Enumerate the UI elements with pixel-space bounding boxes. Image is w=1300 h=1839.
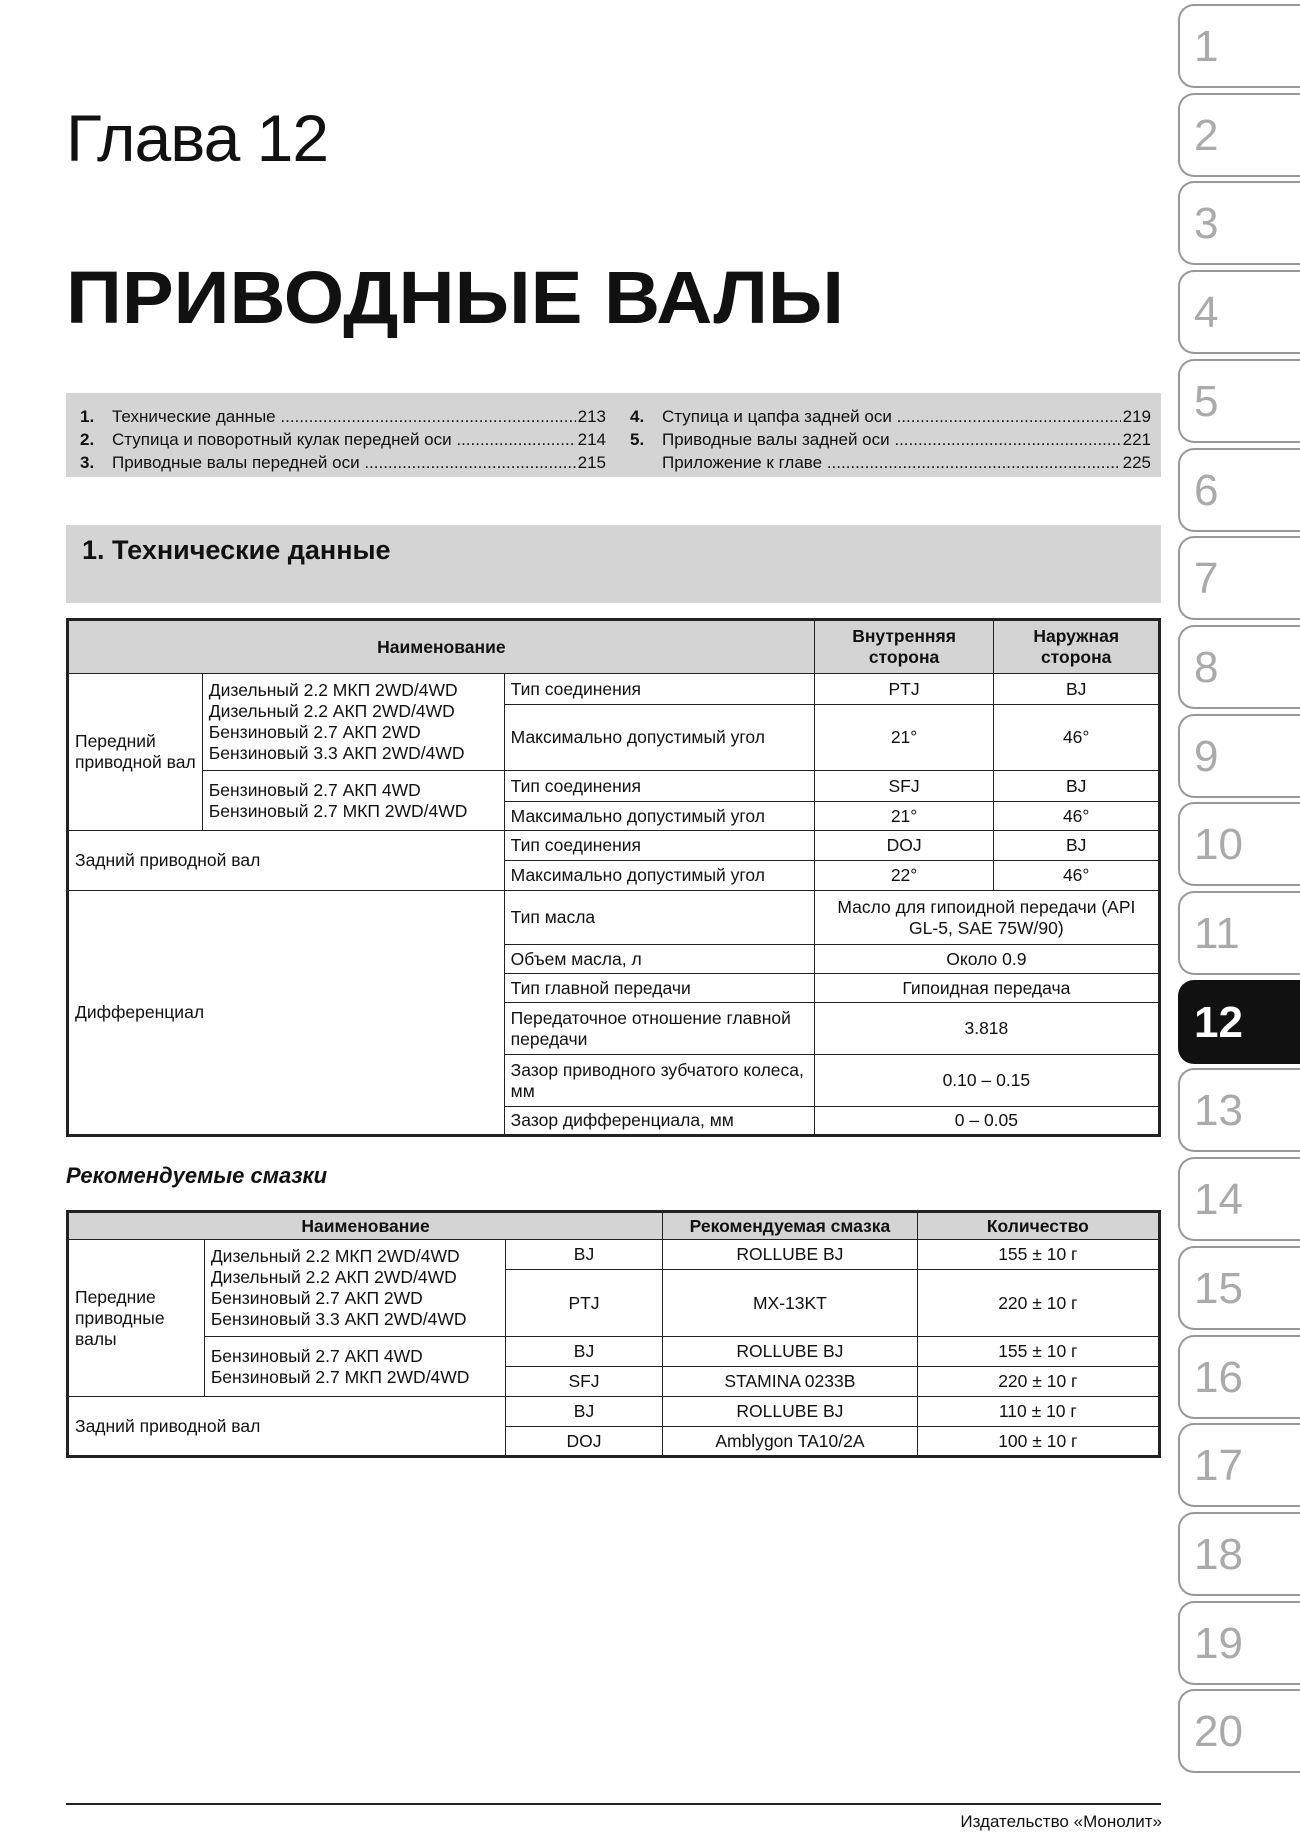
toc-item[interactable]: 3. Приводные валы передней оси ..... 215 [66, 451, 606, 474]
chapter-tab-label: 6 [1194, 466, 1219, 515]
model-list: Дизельный 2.2 МКП 2WD/4WD Дизельный 2.2 АКП 2WD/4WD Бензиновый 2.7 АКП 2WD Бензиновый 3.3 АКП 2WD/4WD [204, 1240, 505, 1337]
lube-table [66, 1210, 1161, 1458]
chapter-tab-label: 5 [1194, 377, 1219, 426]
toc-item[interactable]: Приложение к главе ..... 225 [616, 451, 1151, 474]
table-row: Максимально допустимый угол 21° 46° [68, 705, 1160, 771]
model-list: Бензиновый 2.7 АКП 4WD Бензиновый 2.7 МКП 2WD/4WD [202, 771, 504, 831]
model-list: Бензиновый 2.7 АКП 4WD Бензиновый 2.7 МКП 2WD/4WD [204, 1337, 505, 1397]
toc-left-column [66, 405, 606, 474]
footer-divider [66, 1803, 1161, 1805]
chapter-tab-19[interactable] [1178, 1601, 1300, 1685]
table-row: PTJ MX-13KT 220 ± 10 г [68, 1270, 1160, 1337]
front-shaft-label: Передний приводной вал [68, 674, 203, 831]
chapter-tab-8[interactable] [1178, 625, 1300, 709]
table-row: Передние приводные валы Дизельный 2.2 МКП 2WD/4WD Дизельный 2.2 АКП 2WD/4WD Бензиновый 2.7 АКП 2WD Бензиновый 3.3 АКП 2WD/4WD BJ ROLLUBE BJ 155 ± 10 г [68, 1240, 1160, 1270]
chapter-tab-label: 19 [1194, 1619, 1243, 1668]
chapter-tab-label: 15 [1194, 1264, 1243, 1313]
model-list: Дизельный 2.2 МКП 2WD/4WD Дизельный 2.2 АКП 2WD/4WD Бензиновый 2.7 АКП 2WD Бензиновый 3.3 АКП 2WD/4WD [202, 674, 504, 771]
table-row: Объем масла, л Около 0.9 [68, 945, 1160, 974]
chapter-tab-10[interactable] [1178, 802, 1300, 886]
table-row: Максимально допустимый угол 21° 46° [68, 802, 1160, 831]
table-row: Передаточное отношение главной передачи 3.818 [68, 1003, 1160, 1055]
chapter-tab-label: 18 [1194, 1530, 1243, 1579]
chapter-tab-label: 11 [1194, 909, 1240, 958]
chapter-tab-20[interactable] [1178, 1689, 1300, 1773]
table-row: DOJ Amblygon TA10/2A 100 ± 10 г [68, 1427, 1160, 1457]
chapter-tab-label: 14 [1194, 1175, 1243, 1224]
spec-table [66, 618, 1161, 1137]
chapter-tab-label: 3 [1194, 199, 1219, 248]
chapter-tab-14[interactable] [1178, 1157, 1300, 1241]
chapter-title: ПРИВОДНЫЕ ВАЛЫ [66, 256, 844, 339]
chapter-tab-3[interactable] [1178, 181, 1300, 265]
table-row: Дифференциал Тип масла Масло для гипоидной передачи (API GL-5, SAE 75W/90) [68, 891, 1160, 945]
col-header-name: Наименование [68, 620, 815, 674]
chapter-tab-label: 8 [1194, 643, 1219, 692]
chapter-tab-11[interactable] [1178, 891, 1300, 975]
chapter-tab-label: 12 [1194, 998, 1243, 1047]
differential-label: Дифференциал [68, 891, 505, 1136]
table-row: Бензиновый 2.7 АКП 4WD Бензиновый 2.7 МКП 2WD/4WD BJ ROLLUBE BJ 155 ± 10 г [68, 1337, 1160, 1367]
chapter-tab-9[interactable] [1178, 714, 1300, 798]
toc-item[interactable]: 1. Технические данные ..... 213 [66, 405, 606, 428]
chapter-tab-4[interactable] [1178, 270, 1300, 354]
lube-subheading: Рекомендуемые смазки [66, 1163, 328, 1188]
publisher-footer: Издательство «Монолит» [960, 1812, 1162, 1831]
chapter-tab-6[interactable] [1178, 448, 1300, 532]
chapter-tab-label: 4 [1194, 288, 1219, 337]
section-title: 1. Технические данные [82, 535, 391, 565]
table-row: Зазор дифференциала, мм 0 – 0.05 [68, 1107, 1160, 1136]
col-header-name: Наименование [68, 1212, 663, 1240]
chapter-tab-16[interactable] [1178, 1335, 1300, 1419]
chapter-tab-15[interactable] [1178, 1246, 1300, 1330]
col-header-qty: Количество [917, 1212, 1159, 1240]
chapter-tab-13[interactable] [1178, 1068, 1300, 1152]
chapter-tab-label: 16 [1194, 1353, 1243, 1402]
chapter-tab-1[interactable] [1178, 4, 1300, 88]
table-row: Передний приводной вал Дизельный 2.2 МКП 2WD/4WD Дизельный 2.2 АКП 2WD/4WD Бензиновый 2.7 АКП 2WD Бензиновый 3.3 АКП 2WD/4WD Тип соединения PTJ BJ [68, 674, 1160, 705]
chapter-tab-2[interactable] [1178, 93, 1300, 177]
chapter-tab-7[interactable] [1178, 536, 1300, 620]
chapter-tab-label: 20 [1194, 1707, 1243, 1756]
chapter-tab-label: 2 [1194, 111, 1219, 160]
chapter-tab-label: 1 [1194, 22, 1219, 71]
chapter-tab-18[interactable] [1178, 1512, 1300, 1596]
toc-item[interactable]: 4. Ступица и цапфа задней оси ..... 219 [616, 405, 1151, 428]
chapter-tab-5[interactable] [1178, 359, 1300, 443]
table-row: SFJ STAMINA 0233B 220 ± 10 г [68, 1367, 1160, 1397]
section-header [66, 525, 1161, 603]
chapter-label: Глава 12 [66, 101, 329, 175]
col-header-lube: Рекомендуемая смазка [663, 1212, 917, 1240]
table-row: Максимально допустимый угол 22° 46° [68, 861, 1160, 891]
toc-item[interactable]: 2. Ступица и поворотный кулак передней оси ..... 214 [66, 428, 606, 451]
table-row: Задний приводной вал Тип соединения DOJ BJ [68, 831, 1160, 861]
toc-right-column [616, 405, 1151, 474]
table-row: Бензиновый 2.7 АКП 4WD Бензиновый 2.7 МКП 2WD/4WD Тип соединения SFJ BJ [68, 771, 1160, 802]
rear-shaft-label: Задний приводной вал [68, 1397, 506, 1457]
chapter-tab-label: 10 [1194, 820, 1243, 869]
col-header-outer: Наружная сторона [994, 620, 1160, 674]
toc-item[interactable]: 5. Приводные валы задней оси ..... 221 [616, 428, 1151, 451]
chapter-tab-label: 13 [1194, 1086, 1243, 1135]
table-row: Тип главной передачи Гипоидная передача [68, 974, 1160, 1003]
front-shafts-label: Передние приводные валы [68, 1240, 205, 1397]
chapter-tab-label: 17 [1194, 1441, 1243, 1490]
chapter-tab-12[interactable] [1178, 980, 1300, 1064]
table-row: Задний приводной вал BJ ROLLUBE BJ 110 ± 10 г [68, 1397, 1160, 1427]
rear-shaft-label: Задний приводной вал [68, 831, 505, 891]
chapter-tab-17[interactable] [1178, 1423, 1300, 1507]
chapter-tab-label: 7 [1194, 554, 1219, 603]
table-of-contents [66, 393, 1161, 477]
table-row: Зазор приводного зубчатого колеса, мм 0.10 – 0.15 [68, 1055, 1160, 1107]
chapter-tab-label: 9 [1194, 732, 1219, 781]
col-header-inner: Внутренняя сторона [814, 620, 994, 674]
